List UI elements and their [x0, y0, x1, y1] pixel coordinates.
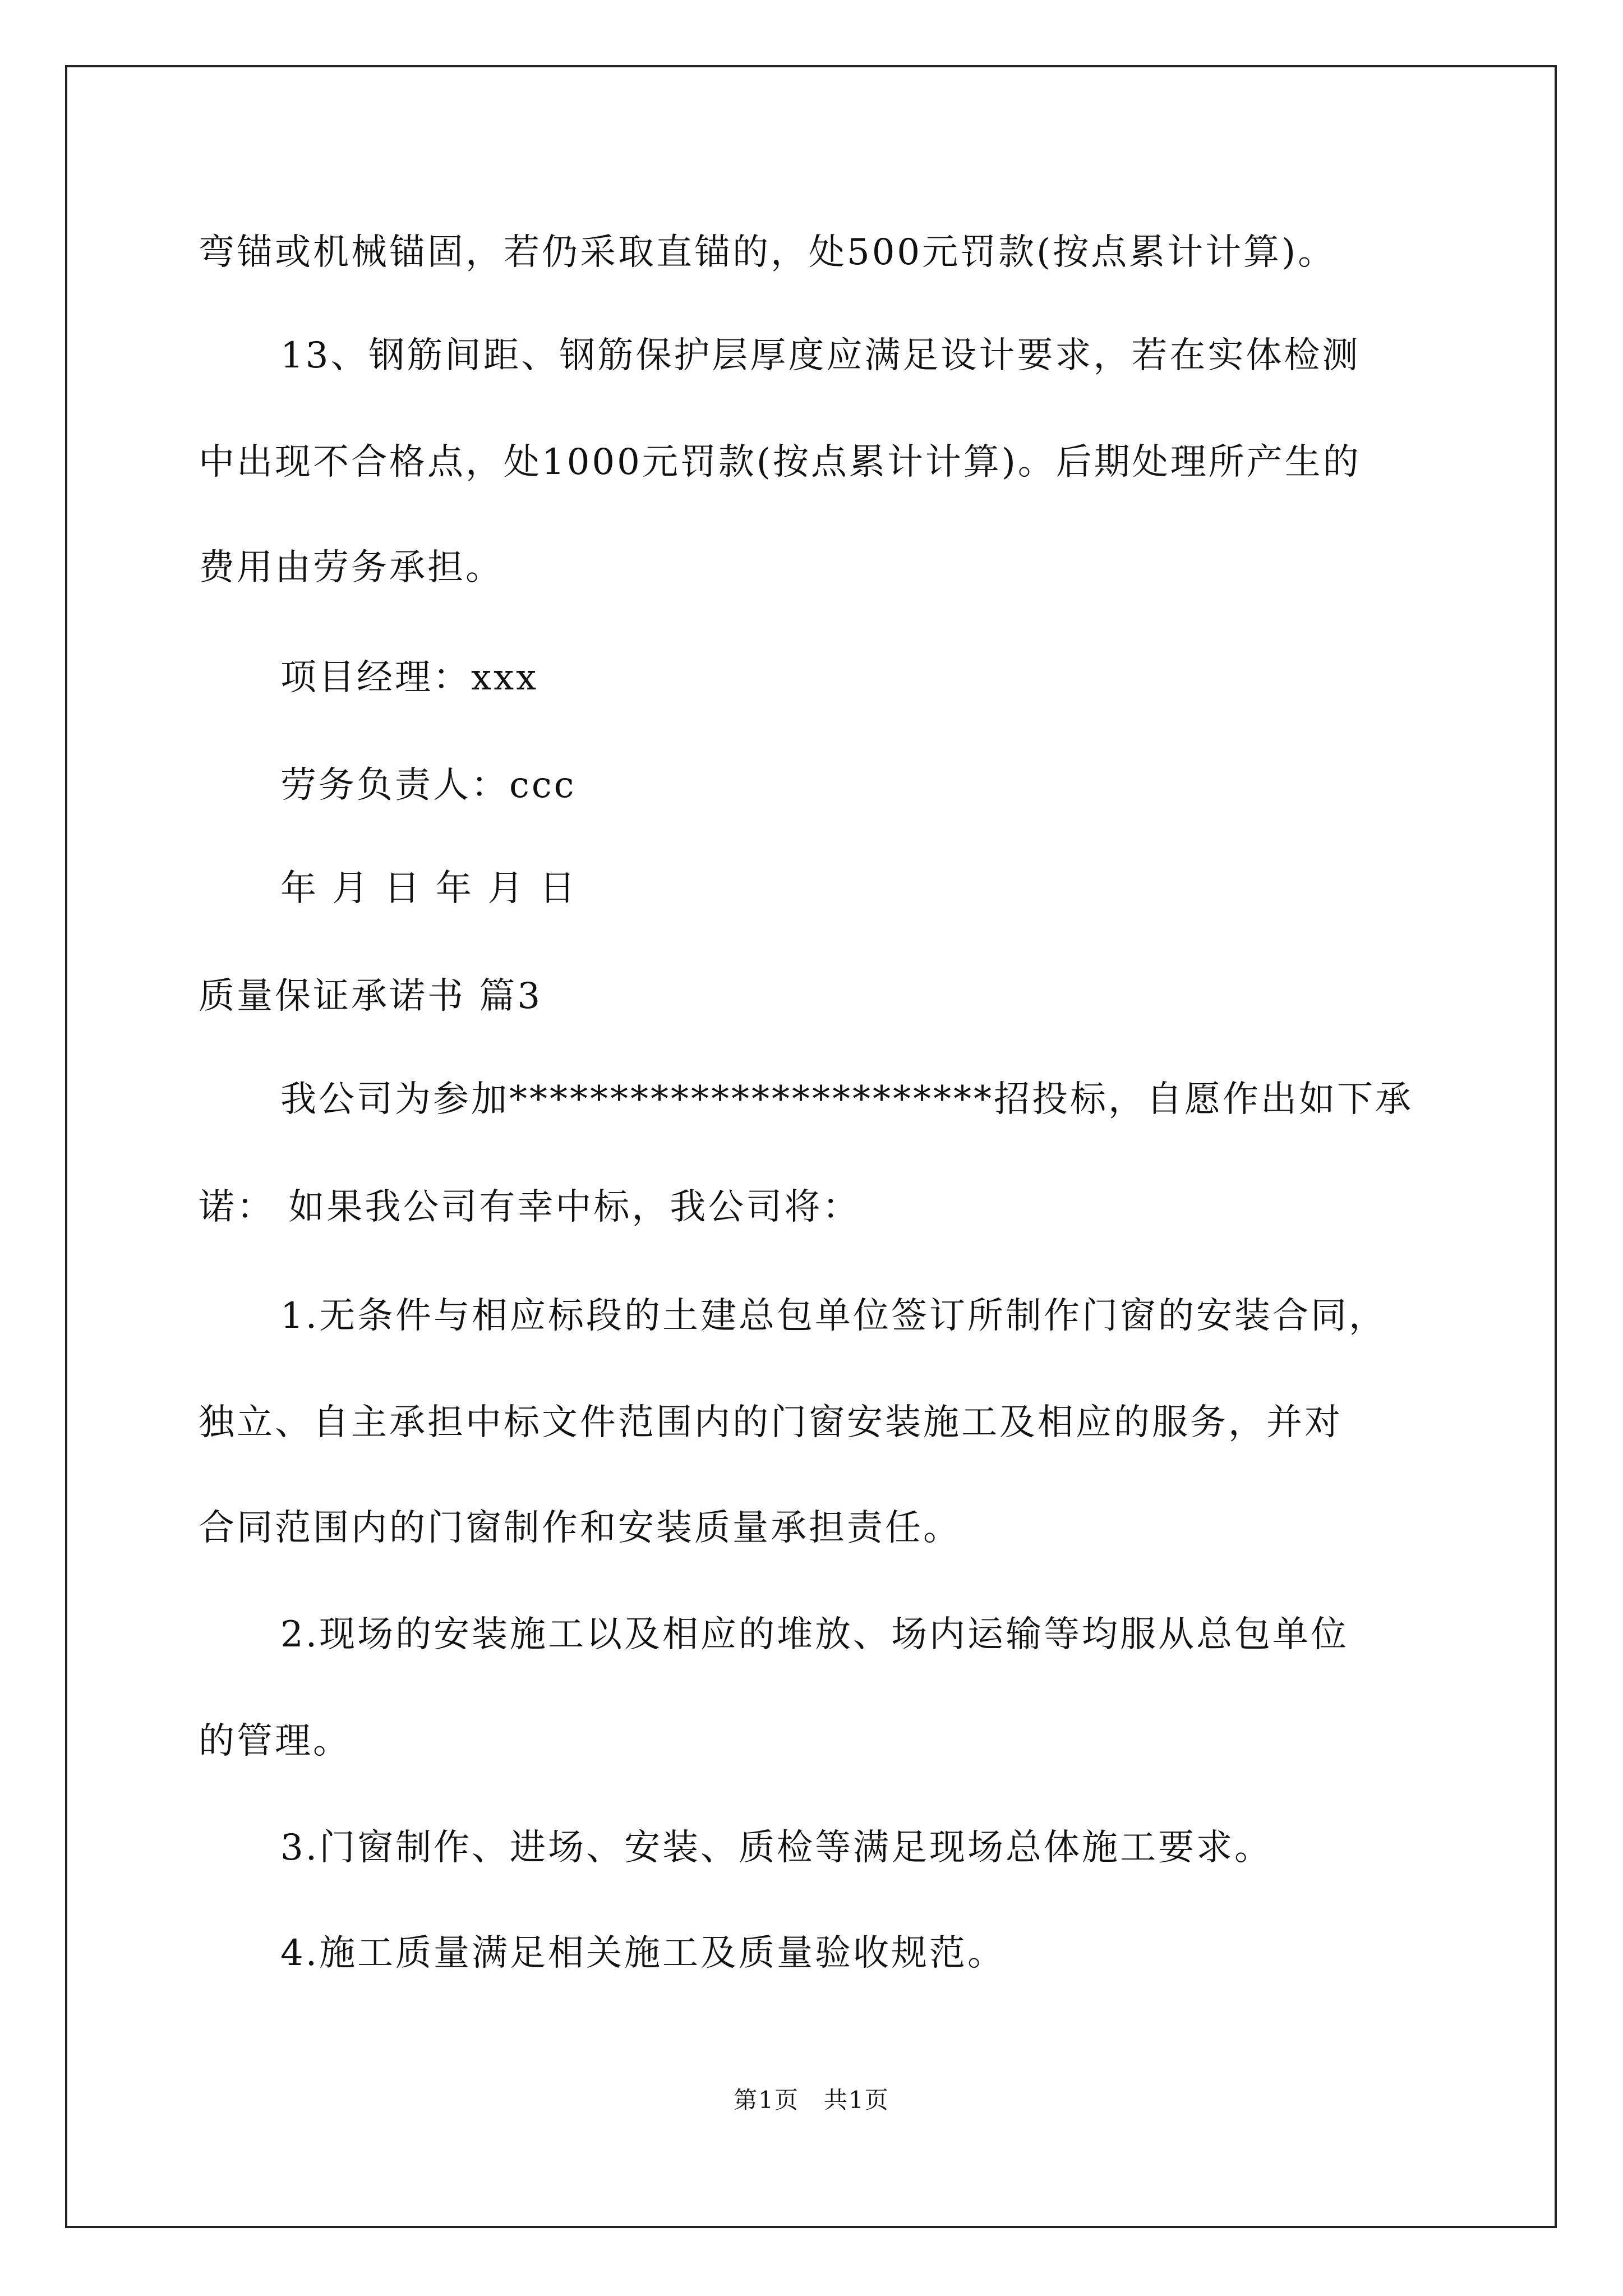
text-line: 费用由劳务承担。	[199, 547, 504, 588]
page-footer: 第1页 共1页	[734, 2086, 889, 2114]
text-line: 弯锚或机械锚固，若仍采取直锚的，处500元罚款(按点累计计算)。	[199, 232, 1336, 273]
text-line: 1.无条件与相应标段的土建总包单位签订所制作门窗的安装合同，	[280, 1295, 1387, 1337]
text-line: 诺： 如果我公司有幸中标，我公司将：	[199, 1186, 861, 1228]
text-line: 项目经理：xxx	[280, 657, 539, 698]
text-line: 合同范围内的门窗制作和安装质量承担责任。	[199, 1507, 961, 1549]
text-line: 13、钢筋间距、钢筋保护层厚度应满足设计要求，若在实体检测	[280, 335, 1361, 376]
text-line: 独立、自主承担中标文件范围内的门窗安装施工及相应的服务，并对	[199, 1402, 1343, 1443]
text-line: 我公司为参加************************招投标，自愿作出如下承	[280, 1079, 1413, 1120]
text-line: 年 月 日 年 月 日	[280, 868, 578, 909]
text-line: 2.现场的安装施工以及相应的堆放、场内运输等均服从总包单位	[280, 1614, 1349, 1655]
text-line: 劳务负责人：ccc	[280, 765, 577, 806]
text-line: 中出现不合格点，处1000元罚款(按点累计计算)。后期处理所产生的	[199, 441, 1361, 483]
text-line: 的管理。	[199, 1720, 351, 1762]
text-line: 3.门窗制作、进场、安装、质检等满足现场总体施工要求。	[280, 1827, 1273, 1869]
section-heading: 质量保证承诺书 篇3	[199, 976, 543, 1017]
page-border	[65, 65, 1557, 2228]
text-line: 4.施工质量满足相关施工及质量验收规范。	[280, 1932, 1006, 1974]
